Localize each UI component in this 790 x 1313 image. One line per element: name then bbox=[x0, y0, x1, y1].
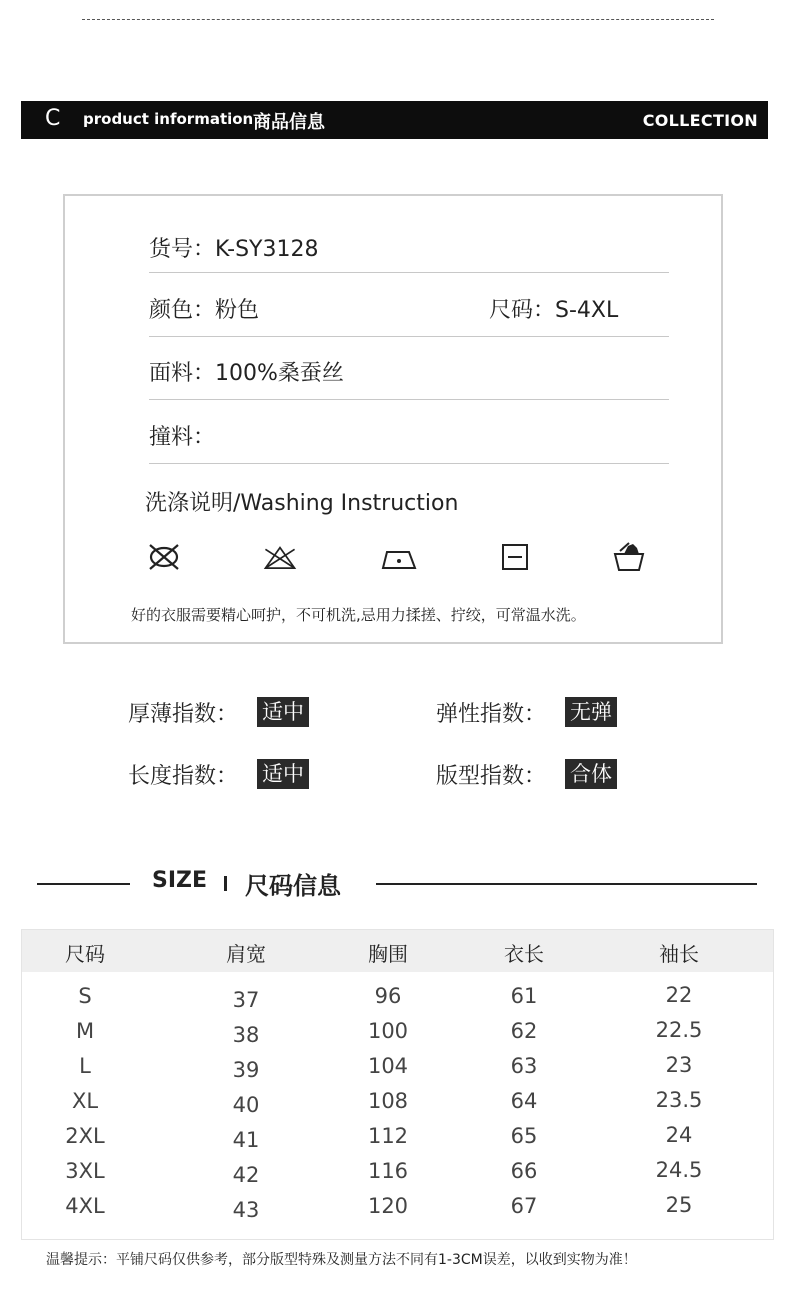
no-wash-icon bbox=[146, 540, 182, 574]
footer-note: 温馨提示：平铺尺码仅供参考，部分版型特殊及测量方法不同有1-3CM误差，以收到实物为准！ bbox=[46, 1252, 637, 1268]
cell-chest: 104 bbox=[367, 1054, 409, 1078]
cell-length: 62 bbox=[510, 1019, 538, 1043]
col-header-shoulder: 肩宽 bbox=[226, 942, 266, 966]
fabric-row bbox=[149, 356, 344, 387]
cell-chest: 112 bbox=[367, 1124, 409, 1148]
cell-size: M bbox=[75, 1019, 95, 1043]
banner-title-en: product information bbox=[83, 110, 254, 128]
col-header-chest: 胸围 bbox=[368, 942, 408, 966]
cell-chest: 108 bbox=[367, 1089, 409, 1113]
fit-index-label: 版型指数： bbox=[436, 764, 547, 789]
cell-shoulder: 41 bbox=[232, 1128, 260, 1152]
col-header-sleeve: 袖长 bbox=[659, 942, 699, 966]
color-value: 粉色 bbox=[215, 298, 260, 323]
fabric-label: 面料： bbox=[149, 361, 216, 386]
cell-sleeve: 24.5 bbox=[655, 1158, 703, 1182]
cell-chest: 116 bbox=[367, 1159, 409, 1183]
cell-sleeve: 22.5 bbox=[655, 1018, 703, 1042]
cell-shoulder: 43 bbox=[232, 1198, 260, 1222]
fabric-value: 100%桑蚕丝 bbox=[215, 361, 344, 386]
cell-length: 67 bbox=[510, 1194, 538, 1218]
no-bleach-icon bbox=[262, 540, 298, 574]
fit-index-value: 合体 bbox=[565, 759, 617, 789]
cell-size: 2XL bbox=[65, 1124, 105, 1148]
elasticity-index-value: 无弹 bbox=[565, 697, 617, 727]
cell-shoulder: 38 bbox=[232, 1023, 260, 1047]
care-instruction-text: 好的衣服需要精心呵护，不可机洗,忌用力揉搓、拧绞，可常温水洗。 bbox=[131, 606, 586, 624]
cell-length: 65 bbox=[510, 1124, 538, 1148]
length-index-label: 长度指数： bbox=[128, 764, 239, 789]
cell-length: 64 bbox=[510, 1089, 538, 1113]
washing-instruction-title: 洗涤说明/Washing Instruction bbox=[145, 491, 459, 516]
cell-chest: 96 bbox=[374, 984, 402, 1008]
cell-shoulder: 37 bbox=[232, 988, 260, 1012]
row-divider bbox=[149, 463, 669, 464]
cell-size: 4XL bbox=[65, 1194, 105, 1218]
row-divider bbox=[149, 399, 669, 400]
size-title-cn: 尺码信息 bbox=[245, 872, 341, 900]
sku-row bbox=[149, 232, 318, 263]
col-header-length: 衣长 bbox=[504, 942, 544, 966]
cell-length: 61 bbox=[510, 984, 538, 1008]
cell-sleeve: 23.5 bbox=[655, 1088, 703, 1112]
table-header bbox=[22, 930, 773, 972]
cell-size: 3XL bbox=[65, 1159, 105, 1183]
cell-size: S bbox=[78, 984, 92, 1008]
cell-shoulder: 40 bbox=[232, 1093, 260, 1117]
row-divider bbox=[149, 336, 669, 337]
cell-shoulder: 42 bbox=[232, 1163, 260, 1187]
cell-sleeve: 22 bbox=[665, 983, 693, 1007]
product-info-box bbox=[63, 194, 723, 644]
size-range-row bbox=[489, 293, 618, 324]
header-rule-left bbox=[37, 883, 130, 885]
banner-title-cn: 商品信息 bbox=[253, 112, 325, 133]
blend-label: 撞料： bbox=[149, 425, 216, 450]
col-header-size: 尺码 bbox=[65, 942, 105, 966]
cell-length: 63 bbox=[510, 1054, 538, 1078]
cell-size: XL bbox=[71, 1089, 99, 1113]
cell-chest: 120 bbox=[367, 1194, 409, 1218]
size-label: 尺码： bbox=[489, 298, 556, 323]
elasticity-index-label: 弹性指数： bbox=[436, 702, 547, 727]
size-value: S-4XL bbox=[555, 298, 619, 323]
brand-logo: C bbox=[45, 106, 61, 131]
low-iron-icon bbox=[379, 540, 419, 574]
blend-row bbox=[149, 420, 215, 451]
title-separator bbox=[224, 876, 227, 891]
hand-wash-icon bbox=[611, 540, 647, 574]
size-table bbox=[21, 929, 774, 1240]
color-label: 颜色： bbox=[149, 298, 216, 323]
banner-collection-label: COLLECTION bbox=[642, 111, 758, 130]
thickness-index-label: 厚薄指数： bbox=[128, 702, 239, 727]
dashed-divider bbox=[82, 19, 714, 20]
size-section-header bbox=[0, 866, 790, 902]
sku-label: 货号： bbox=[149, 237, 216, 262]
color-row bbox=[149, 293, 259, 324]
thickness-index-value: 适中 bbox=[257, 697, 309, 727]
sku-value: K-SY3128 bbox=[215, 237, 319, 262]
length-index-value: 适中 bbox=[257, 759, 309, 789]
cell-size: L bbox=[79, 1054, 91, 1078]
cell-shoulder: 39 bbox=[232, 1058, 260, 1082]
cell-sleeve: 23 bbox=[665, 1053, 693, 1077]
cell-chest: 100 bbox=[367, 1019, 409, 1043]
size-title-en: SIZE bbox=[152, 868, 208, 893]
header-rule-right bbox=[376, 883, 757, 885]
product-info-banner bbox=[21, 101, 768, 139]
cell-sleeve: 24 bbox=[665, 1123, 693, 1147]
cell-length: 66 bbox=[510, 1159, 538, 1183]
dry-flat-icon bbox=[497, 540, 533, 574]
cell-sleeve: 25 bbox=[665, 1193, 693, 1217]
row-divider bbox=[149, 272, 669, 273]
